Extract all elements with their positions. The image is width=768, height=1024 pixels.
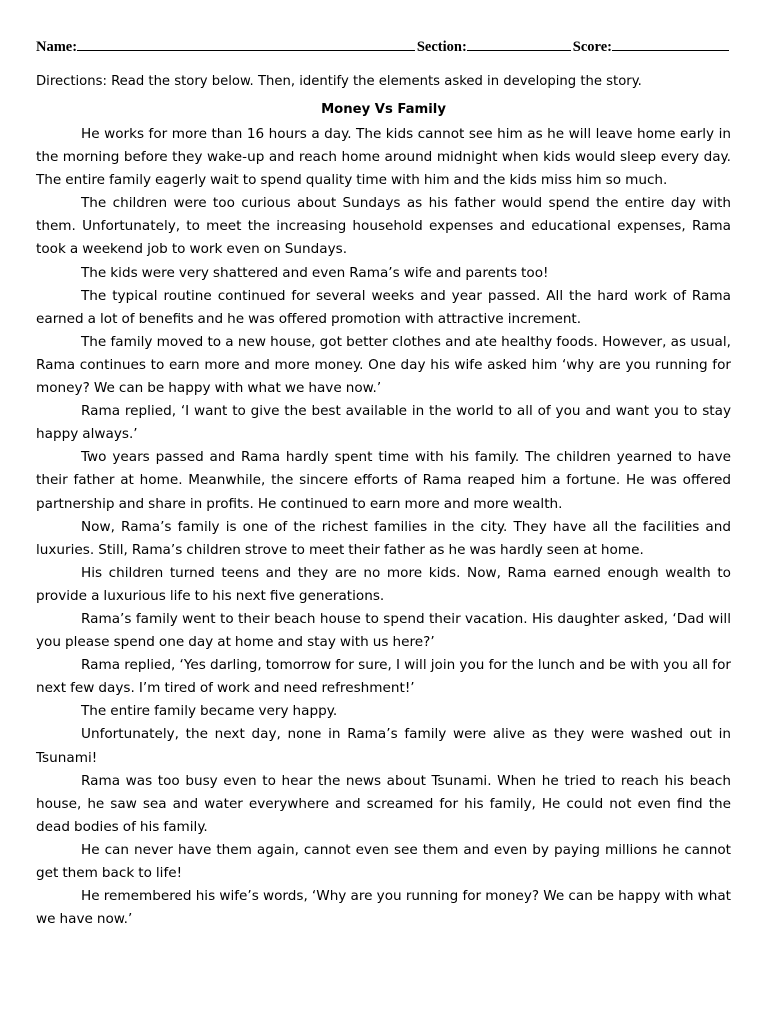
story-paragraph: He works for more than 16 hours a day. The kids cannot see him as he will leave home early in the morning before they wake-up and reach home around midnight when kids would sleep every day. The entire family eagerly wait to spend quality time with him and the kids miss him so much. — [36, 126, 731, 189]
story-paragraph: Rama replied, ‘I want to give the best available in the world to all of you and want you to stay happy always.’ — [36, 403, 731, 443]
section-label: Section: — [416, 39, 467, 55]
story-paragraph: He remembered his wife’s words, ‘Why are you running for money? We can be happy with what we have now.’ — [36, 888, 731, 928]
story-body — [36, 123, 731, 931]
score-label: Score: — [572, 39, 612, 55]
story-paragraph: He can never have them again, cannot even see them and even by paying millions he cannot get them back to life! — [36, 841, 731, 881]
section-blank-line — [467, 36, 571, 51]
name-blank-line — [77, 36, 415, 51]
score-blank-line — [612, 36, 729, 51]
story-paragraph: His children turned teens and they are no more kids. Now, Rama earned enough wealth to provide a luxurious life to his next five generations. — [36, 564, 731, 604]
story-paragraph: The children were too curious about Sundays as his father would spend the entire day with them. Unfortunately, to meet the increasing household expenses and educational expenses, Rama took a weekend job to work even on Sundays. — [36, 195, 731, 258]
story-paragraph: The family moved to a new house, got better clothes and ate healthy foods. However, as usual, Rama continues to earn more and more money. One day his wife asked him ‘why are you running for money? We can be happy with what we have now.’ — [36, 333, 731, 397]
story-paragraph: Now, Rama’s family is one of the richest families in the city. They have all the facilities and luxuries. Still, Rama’s children strove to meet their father as he was hardly seen at home. — [36, 518, 731, 558]
story-paragraph: The typical routine continued for several weeks and year passed. All the hard work of Rama earned a lot of benefits and he was offered promotion with attractive increment. — [36, 287, 731, 327]
story-paragraph: Rama replied, ‘Yes darling, tomorrow for sure, I will join you for the lunch and be with you all for next few days. I’m tired of work and need refreshment!’ — [36, 657, 731, 697]
worksheet-page — [36, 36, 731, 931]
story-paragraph: Rama was too busy even to hear the news about Tsunami. When he tried to reach his beach house, he saw sea and water everywhere and screamed for his family, He could not even find the dead bodies of his family. — [36, 772, 731, 835]
story-paragraph: Rama’s family went to their beach house to spend their vacation. His daughter asked, ‘Dad will you please spend one day at home and stay with us here?’ — [36, 610, 731, 651]
story-paragraph: Unfortunately, the next day, none in Rama’s family were alive as they were washed out in Tsunami! — [36, 726, 731, 766]
directions-text: Directions: Read the story below. Then, identify the elements asked in developing the story. — [36, 74, 642, 89]
worksheet-header — [36, 36, 731, 57]
name-label: Name: — [36, 39, 78, 55]
story-title: Money Vs Family — [321, 102, 446, 117]
story-paragraph: The kids were very shattered and even Rama’s wife and parents too! — [81, 264, 549, 281]
story-paragraph: The entire family became very happy. — [81, 703, 338, 720]
story-paragraph: Two years passed and Rama hardly spent time with his family. The children yearned to have their father at home. Meanwhile, the sincere efforts of Rama reaped him a fortune. He was offered partnership and share in profits. He continued to earn more and more wealth. — [36, 449, 731, 512]
